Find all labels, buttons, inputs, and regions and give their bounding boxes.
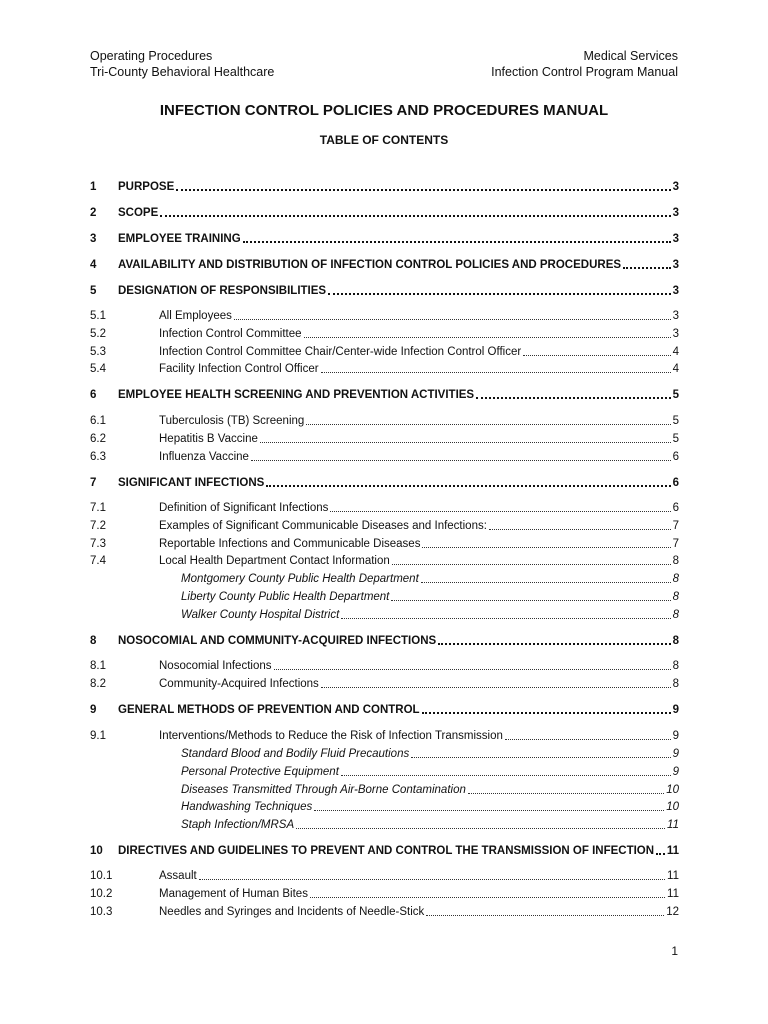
toc-entry-page: 11: [666, 845, 679, 857]
toc-entry-page: 3: [672, 233, 679, 245]
toc-entry-title: Diseases Transmitted Through Air-Borne Contamination: [181, 784, 466, 796]
toc-entry-title: Handwashing Techniques: [181, 801, 313, 813]
toc-entry-page: 3: [672, 285, 679, 297]
toc-dot-leader: [176, 189, 670, 191]
toc-entry-page: 7: [672, 538, 679, 550]
toc-entry-page: 9: [672, 704, 679, 716]
toc-entry-title: Tuberculosis (TB) Screening: [159, 415, 305, 427]
toc-entry: [90, 765, 679, 780]
toc-entry-number: 9.1: [90, 730, 106, 742]
toc-entry-number: 8.1: [90, 660, 106, 672]
toc-entry-title: Community-Acquired Infections: [159, 678, 319, 690]
toc-entry-page: 3: [672, 181, 679, 193]
toc-entry-number: 8.2: [90, 678, 106, 690]
toc-entry-page: 11: [667, 819, 679, 831]
toc-entry: [90, 844, 679, 859]
toc-entry-number: 7.2: [90, 520, 106, 532]
toc-entry-number: 7.1: [90, 502, 106, 514]
header-right-line1: Medical Services: [583, 49, 678, 63]
toc-dot-leader: [341, 618, 670, 619]
toc-entry-number: 9: [90, 704, 97, 716]
toc-dot-leader: [392, 564, 671, 565]
toc-entry-page: 8: [672, 555, 679, 567]
toc-entry-title: Management of Human Bites: [159, 888, 308, 900]
toc-entry-page: 5: [672, 415, 679, 427]
toc-entry-page: 6: [672, 502, 679, 514]
toc-entry: [90, 327, 679, 342]
toc-dot-leader: [304, 337, 671, 338]
toc-entry-title: SCOPE: [118, 207, 159, 219]
toc-entry-page: 3: [672, 259, 679, 271]
toc-entry: [90, 345, 679, 360]
toc-entry-page: 4: [672, 363, 679, 375]
toc-entry-title: Infection Control Committee: [159, 328, 302, 340]
toc-entry-title: NOSOCOMIAL AND COMMUNITY-ACQUIRED INFECTIONS: [118, 635, 437, 647]
toc-dot-leader: [341, 775, 671, 776]
toc-dot-leader: [328, 293, 671, 295]
toc-entry-title: Liberty County Public Health Department: [181, 591, 390, 603]
toc-entry-page: 8: [672, 609, 679, 621]
toc-entry-page: 8: [672, 591, 679, 603]
toc-entry: [90, 590, 679, 605]
toc-dot-leader: [438, 643, 670, 645]
toc-entry-page: 9: [672, 748, 679, 760]
toc-entry-page: 9: [672, 766, 679, 778]
toc-entry-title: Facility Infection Control Officer: [159, 363, 319, 375]
toc-dot-leader: [234, 319, 671, 320]
toc-entry-number: 6.1: [90, 415, 106, 427]
toc-dot-leader: [260, 442, 671, 443]
toc-entry: [90, 783, 679, 798]
toc-entry: [90, 747, 679, 762]
toc-entry-title: AVAILABILITY AND DISTRIBUTION OF INFECTION CONTROL POLICIES AND PROCEDURES: [118, 259, 622, 271]
toc-entry-page: 5: [672, 389, 679, 401]
toc-entry-page: 12: [666, 906, 679, 918]
toc-entry-number: 3: [90, 233, 97, 245]
toc-entry-number: 4: [90, 259, 97, 271]
toc-entry: [90, 450, 679, 465]
toc-entry-number: 10: [90, 845, 103, 857]
toc-entry: [90, 232, 679, 247]
toc-entry-number: 6.2: [90, 433, 106, 445]
toc-entry: [90, 284, 679, 299]
toc-entry-title: Reportable Infections and Communicable Diseases: [159, 538, 421, 550]
toc-dot-leader: [623, 267, 671, 269]
toc-entry: [90, 554, 679, 569]
header-left-line1: Operating Procedures: [90, 49, 213, 63]
toc-entry: [90, 869, 679, 884]
toc-entry-number: 10.2: [90, 888, 113, 900]
toc-entry: [90, 414, 679, 429]
toc-entry-page: 8: [672, 660, 679, 672]
toc-entry-title: DIRECTIVES AND GUIDELINES TO PREVENT AND CONTROL THE TRANSMISSION OF INFECTION: [118, 845, 655, 857]
toc-entry: [90, 362, 679, 377]
toc-entry-title: Needles and Syringes and Incidents of Needle-Stick: [159, 906, 425, 918]
toc-entry-number: 7: [90, 477, 97, 489]
toc-entry: [90, 703, 679, 718]
toc-dot-leader: [160, 215, 670, 217]
toc-entry-page: 11: [667, 888, 679, 900]
toc-entry: [90, 537, 679, 552]
toc-entry: [90, 572, 679, 587]
toc-dot-leader: [476, 397, 670, 399]
toc-dot-leader: [656, 853, 665, 855]
toc-entry-title: Infection Control Committee Chair/Center-wide Infection Control Officer: [159, 346, 522, 358]
toc-entry: [90, 476, 679, 491]
toc-entry-title: Assault: [159, 870, 197, 882]
toc-entry-title: PURPOSE: [118, 181, 175, 193]
toc-dot-leader: [505, 739, 671, 740]
toc-dot-leader: [310, 897, 665, 898]
toc-entry-page: 6: [672, 477, 679, 489]
toc-entry-page: 11: [667, 870, 679, 882]
toc-entry: [90, 258, 679, 273]
toc-entry: [90, 206, 679, 221]
toc-entry-page: 8: [672, 635, 679, 647]
toc-entry: [90, 729, 679, 744]
toc-dot-leader: [426, 915, 664, 916]
toc-entry-title: Definition of Significant Infections: [159, 502, 329, 514]
toc-entry: [90, 388, 679, 403]
toc-dot-leader: [266, 485, 670, 487]
toc-entry-title: Walker County Hospital District: [181, 609, 340, 621]
toc-dot-leader: [199, 879, 665, 880]
toc-entry-page: 10: [666, 784, 679, 796]
document-title: INFECTION CONTROL POLICIES AND PROCEDURES MANUAL: [159, 102, 609, 119]
toc-entry-number: 10.3: [90, 906, 113, 918]
toc-entry-title: Personal Protective Equipment: [181, 766, 339, 778]
toc-entry-number: 5.3: [90, 346, 106, 358]
toc-entry: [90, 800, 679, 815]
toc-dot-leader: [314, 810, 664, 811]
toc-entry-page: 4: [672, 346, 679, 358]
toc-entry-number: 5.2: [90, 328, 106, 340]
header-left-line2: Tri-County Behavioral Healthcare: [90, 65, 275, 79]
toc-entry-title: Montgomery County Public Health Department: [181, 573, 419, 585]
toc-dot-leader: [274, 669, 671, 670]
toc-entry-number: 5.1: [90, 310, 106, 322]
toc-entry-page: 7: [672, 520, 679, 532]
toc-dot-leader: [330, 511, 670, 512]
toc-dot-leader: [321, 687, 671, 688]
toc-entry: [90, 905, 679, 920]
toc-entry: [90, 180, 679, 195]
toc-dot-leader: [468, 793, 664, 794]
page-number: 1: [671, 944, 678, 958]
toc-entry-page: 10: [666, 801, 679, 813]
toc-entry-title: Influenza Vaccine: [159, 451, 249, 463]
toc-entry-page: 5: [672, 433, 679, 445]
toc-entry: [90, 659, 679, 674]
toc-entry-title: Interventions/Methods to Reduce the Risk of Infection Transmission: [159, 730, 503, 742]
toc-entry-number: 8: [90, 635, 97, 647]
toc-entry-title: EMPLOYEE HEALTH SCREENING AND PREVENTION ACTIVITIES: [118, 389, 475, 401]
toc-entry-number: 6.3: [90, 451, 106, 463]
toc-dot-leader: [306, 424, 670, 425]
toc-entry: [90, 309, 679, 324]
toc-entry-page: 3: [672, 310, 679, 322]
toc-entry-page: 3: [672, 328, 679, 340]
toc-dot-leader: [523, 355, 670, 356]
toc-entry-number: 7.3: [90, 538, 106, 550]
toc-entry-title: Examples of Significant Communicable Diseases and Infections:: [159, 520, 487, 532]
toc-dot-leader: [251, 460, 671, 461]
toc-entry-number: 5.4: [90, 363, 106, 375]
toc-entry-page: 3: [672, 207, 679, 219]
header-right-line2: Infection Control Program Manual: [491, 65, 678, 79]
toc-entry-number: 5: [90, 285, 97, 297]
toc-entry-number: 7.4: [90, 555, 106, 567]
toc-entry-page: 9: [672, 730, 679, 742]
toc-dot-leader: [411, 757, 670, 758]
toc-entry-page: 8: [672, 573, 679, 585]
toc-entry-number: 1: [90, 181, 97, 193]
toc-entry: [90, 887, 679, 902]
toc-entry: [90, 519, 679, 534]
toc-entry: [90, 608, 679, 623]
toc-dot-leader: [296, 828, 665, 829]
toc-dot-leader: [422, 547, 670, 548]
toc-dot-leader: [422, 712, 671, 714]
toc-entry: [90, 634, 679, 649]
toc-entry-title: Hepatitis B Vaccine: [159, 433, 258, 445]
toc-entry: [90, 818, 679, 833]
toc-entry-number: 10.1: [90, 870, 113, 882]
toc-entry-title: Nosocomial Infections: [159, 660, 272, 672]
toc-entry-title: DESIGNATION OF RESPONSIBILITIES: [118, 285, 327, 297]
toc-dot-leader: [243, 241, 671, 243]
toc-entry-number: 2: [90, 207, 97, 219]
toc-entry-title: Standard Blood and Bodily Fluid Precautions: [181, 748, 410, 760]
toc-entry: [90, 677, 679, 692]
toc-entry-title: GENERAL METHODS OF PREVENTION AND CONTROL: [118, 704, 420, 716]
toc-dot-leader: [421, 582, 671, 583]
toc-heading: TABLE OF CONTENTS: [319, 133, 449, 147]
toc-entry-title: Staph Infection/MRSA: [181, 819, 295, 831]
toc-dot-leader: [489, 529, 671, 530]
toc-entry: [90, 501, 679, 516]
toc-entry-title: SIGNIFICANT INFECTIONS: [118, 477, 265, 489]
toc-entry: [90, 432, 679, 447]
toc-entry-page: 8: [672, 678, 679, 690]
toc-dot-leader: [321, 372, 671, 373]
toc-entry-title: EMPLOYEE TRAINING: [118, 233, 241, 245]
toc-entry-number: 6: [90, 389, 97, 401]
toc-entry-title: Local Health Department Contact Information: [159, 555, 390, 567]
toc-entry-page: 6: [672, 451, 679, 463]
toc-dot-leader: [391, 600, 670, 601]
toc-entry-title: All Employees: [159, 310, 232, 322]
